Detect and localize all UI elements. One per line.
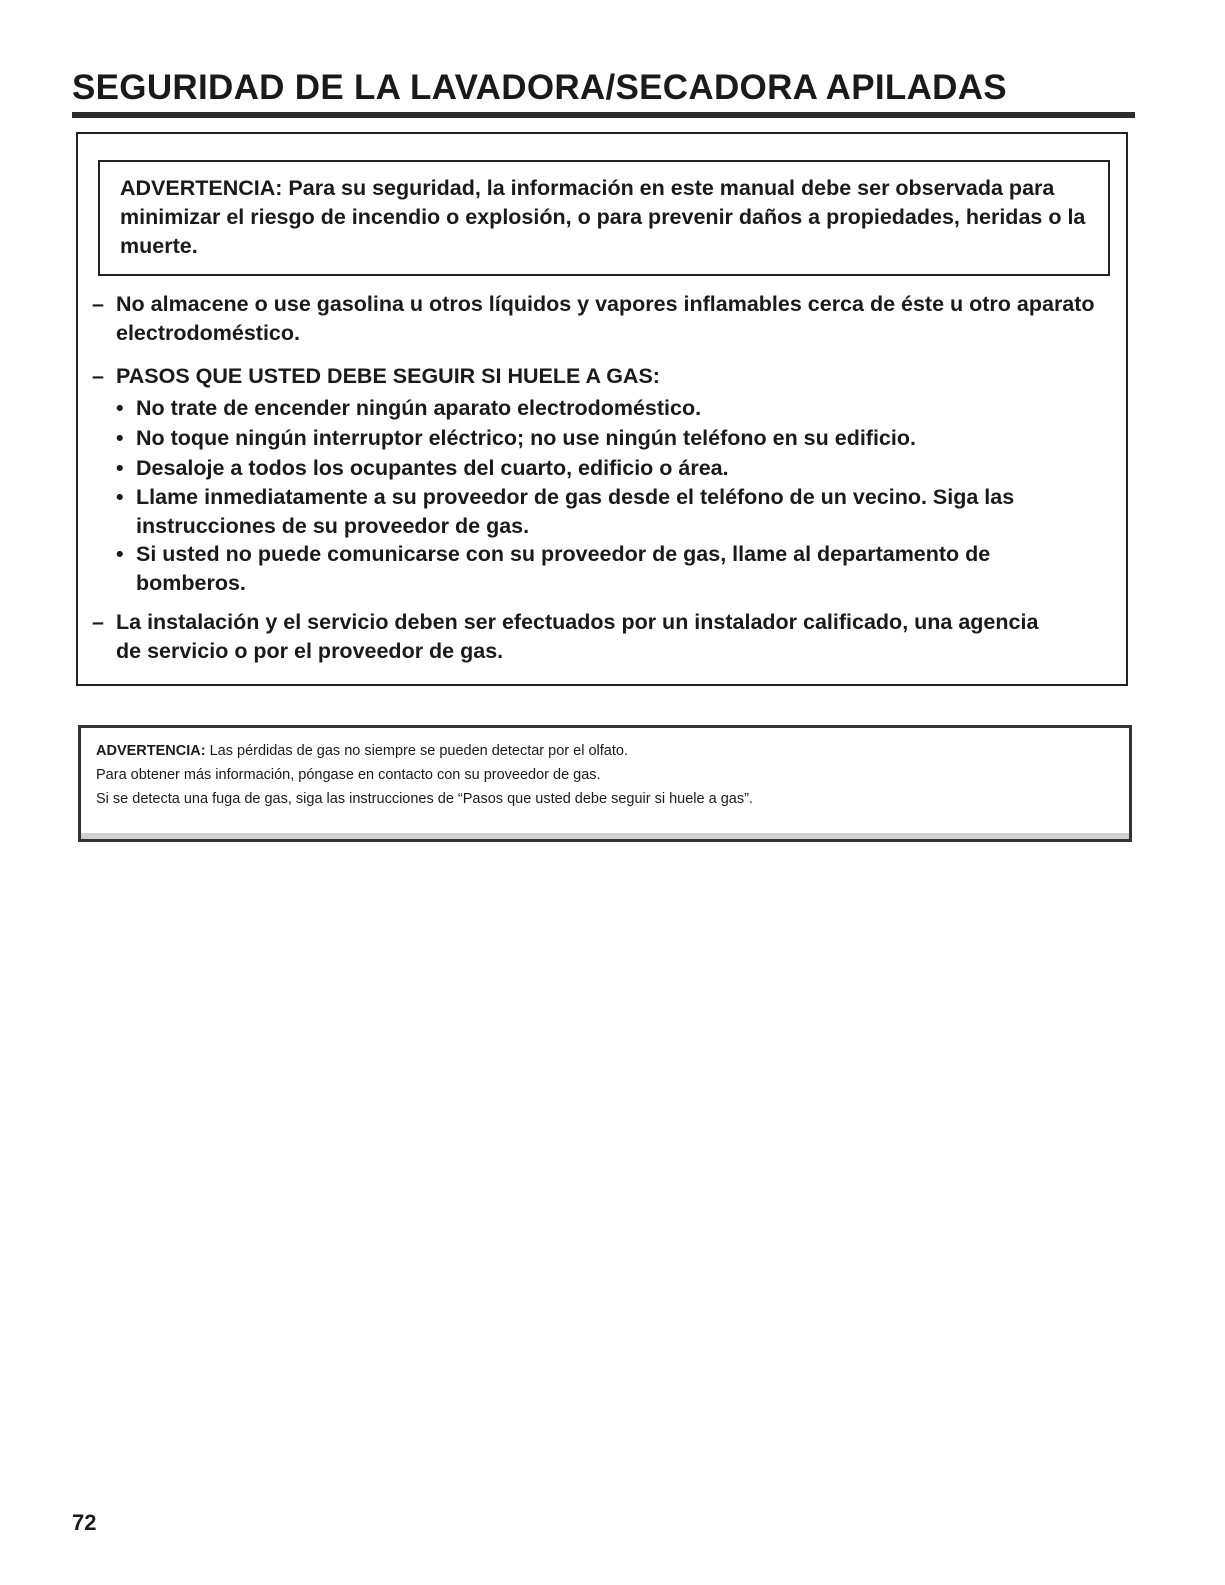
bullet-marker: •: [116, 426, 124, 450]
list-item-pasos-heading: [92, 362, 1122, 391]
bullet-marker: •: [116, 542, 124, 566]
dash-marker: –: [92, 292, 104, 316]
bullet-marker: •: [116, 485, 124, 509]
bullet-text: No toque ningún interruptor eléctrico; no use ningún teléfono en su edificio.: [136, 426, 916, 450]
gas-warning-line-1-text: Las pérdidas de gas no siempre se pueden detectar por el olfato.: [209, 743, 628, 759]
list-item-text: PASOS QUE USTED DEBE SEGUIR SI HUELE A GAS:: [116, 364, 660, 388]
bullet-text: Llame inmediatamente a su proveedor de gas desde el teléfono de un vecino. Siga las instrucciones de su proveedor de gas.: [136, 485, 1015, 538]
bullet-text: Desaloje a todos los ocupantes del cuarto, edificio o área.: [136, 456, 729, 480]
gas-warning-line-3: Si se detecta una fuga de gas, siga las instrucciones de “Pasos que usted debe seguir si huele a gas”.: [96, 791, 753, 807]
bullet-marker: •: [116, 456, 124, 480]
page-number: 72: [72, 1510, 97, 1535]
bullet-text: No trate de encender ningún aparato electrodoméstico.: [136, 396, 702, 420]
dash-marker: –: [92, 610, 104, 634]
gas-warning-line-2: Para obtener más información, póngase en contacto con su proveedor de gas.: [96, 767, 601, 783]
bullet-text: Si usted no puede comunicarse con su proveedor de gas, llame al departamento de bomberos.: [136, 542, 991, 595]
bullet-item-3: [116, 454, 1106, 483]
bullet-item-4: [116, 483, 1016, 541]
list-item-no-almacene: [92, 290, 1122, 348]
list-item-text: La instalación y el servicio deben ser efectuados por un instalador calificado, una agencia de servicio o por el proveedor de gas.: [116, 610, 1039, 663]
bullet-item-2: [116, 424, 1106, 453]
bullet-item-5: [116, 540, 1046, 598]
advertencia-text: ADVERTENCIA: Para su seguridad, la información en este manual debe ser observada para minimizar el riesgo de incendio o explosión, o para prevenir daños a propiedades, heridas o la muerte.: [120, 176, 1086, 258]
gas-warning-label: ADVERTENCIA:: [96, 743, 206, 759]
list-item-text: No almacene o use gasolina u otros líquidos y vapores inflamables cerca de éste u otro aparato electrodoméstico.: [116, 292, 1095, 345]
page-title: SEGURIDAD DE LA LAVADORA/SECADORA APILADAS: [72, 68, 1007, 107]
bullet-marker: •: [116, 396, 124, 420]
bullet-item-1: [116, 394, 1106, 423]
dash-marker: –: [92, 364, 104, 388]
gas-warning-line-1: [96, 740, 1096, 762]
list-item-instalacion: [92, 608, 1052, 666]
title-rule: [72, 112, 1135, 118]
